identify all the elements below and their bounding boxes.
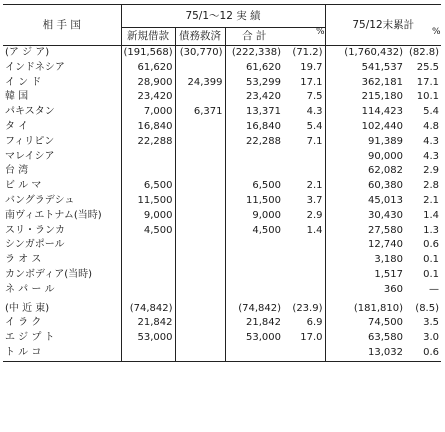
cell-debt-relief <box>175 253 225 268</box>
cell-total: 22,288 <box>225 135 283 150</box>
cell-cumulative-pct: 3.5 <box>423 317 440 329</box>
table-row <box>3 224 441 239</box>
cell-cumulative: (1,760,432) <box>325 46 405 61</box>
cell-cumulative-pct: 0.6 <box>405 346 441 361</box>
cell-new-loans: 16,840 <box>121 120 175 135</box>
cell-total <box>225 164 283 179</box>
cell-total: 61,620 <box>225 61 283 76</box>
cell-total <box>225 283 283 298</box>
table-row <box>3 105 441 120</box>
cell-debt-relief <box>175 209 225 224</box>
cell-cumulative-pct: 17.1 <box>416 76 440 88</box>
cell-total-pct <box>283 346 325 361</box>
cell-debt-relief <box>175 150 225 165</box>
cell-country: マレイシア <box>5 150 55 162</box>
cell-country: タ イ <box>5 120 29 132</box>
cell-cumulative-pct: 5.4 <box>423 106 440 118</box>
cell-cumulative-pct: 1.3 <box>423 224 440 236</box>
cell-total-pct: 4.3 <box>306 106 323 118</box>
cell-debt-relief <box>175 135 225 150</box>
table-row <box>3 283 441 298</box>
cell-country: 南ヴィエトナム(当時) <box>5 209 102 221</box>
cell-country: イ ン ド <box>5 76 42 88</box>
cell-cumulative: 3,180 <box>325 253 405 268</box>
cell-total: 11,500 <box>225 194 283 209</box>
cell-total: 16,840 <box>225 120 283 135</box>
cell-country: ビ ル マ <box>5 180 42 192</box>
cell-cumulative: 114,423 <box>325 105 405 120</box>
header-cumulative-label: 75/12末累計 <box>352 18 415 31</box>
cell-debt-relief <box>175 316 225 331</box>
table-row <box>3 120 441 135</box>
cell-country: シンガポール <box>5 239 65 251</box>
table-header <box>3 5 441 46</box>
table-row <box>3 179 441 194</box>
cell-total-pct: 17.1 <box>300 76 323 88</box>
cell-total-pct <box>283 238 325 253</box>
cell-total: 9,000 <box>225 209 283 224</box>
cell-total-pct: 3.7 <box>306 194 323 206</box>
cell-debt-relief <box>175 302 225 317</box>
cell-cumulative-pct: 4.3 <box>423 135 440 147</box>
cell-cumulative: 102,440 <box>325 120 405 135</box>
cell-country: カンボディア(当時) <box>5 268 93 280</box>
cell-cumulative-pct: 0.6 <box>423 239 440 251</box>
cell-cumulative: (181,810) <box>325 302 405 317</box>
cell-debt-relief <box>175 224 225 239</box>
cell-new-loans: 21,842 <box>121 316 175 331</box>
table-row <box>3 90 441 105</box>
cell-new-loans: (191,568) <box>121 46 175 61</box>
cell-total: (222,338) <box>225 46 283 61</box>
cell-country: スリ・ランカ <box>5 224 65 236</box>
cell-cumulative-pct: 4.8 <box>423 120 440 132</box>
header-total: 合 計 <box>225 28 283 46</box>
cell-cumulative-pct: 4.3 <box>423 150 440 162</box>
cell-new-loans: 23,420 <box>121 90 175 105</box>
cell-total-pct: 7.5 <box>306 91 323 103</box>
cell-new-loans <box>121 238 175 253</box>
cell-cumulative: 45,013 <box>325 194 405 209</box>
cell-total: 4,500 <box>225 224 283 239</box>
table-row <box>3 209 441 224</box>
cell-total-pct: 1.4 <box>306 224 323 236</box>
cell-new-loans: (74,842) <box>121 302 175 317</box>
cell-new-loans <box>121 268 175 283</box>
cell-country: パキスタン <box>5 106 55 118</box>
cell-country: フィリピン <box>5 135 55 147</box>
cell-cumulative-pct: 2.9 <box>423 165 440 177</box>
table-row <box>3 238 441 253</box>
table-row <box>3 164 441 179</box>
cell-total <box>225 238 283 253</box>
cell-debt-relief <box>175 90 225 105</box>
cell-total-pct: 5.4 <box>306 120 323 132</box>
cell-country: (中 近 東) <box>5 302 50 314</box>
cell-country: イ ラ ク <box>5 317 42 329</box>
cell-total-pct <box>283 253 325 268</box>
cell-total-pct: (71.2) <box>292 47 323 58</box>
cell-new-loans <box>121 164 175 179</box>
cell-new-loans: 53,000 <box>121 331 175 346</box>
cell-total: 13,371 <box>225 105 283 120</box>
table-row <box>3 268 441 283</box>
table-row <box>3 150 441 165</box>
cell-cumulative: 63,580 <box>325 331 405 346</box>
table-row <box>3 61 441 76</box>
loan-table <box>3 4 441 362</box>
cell-debt-relief: (30,770) <box>175 46 225 61</box>
cell-cumulative-pct: (82.8) <box>408 47 440 58</box>
header-country: 相 手 国 <box>3 5 121 46</box>
cell-country: ト ル コ <box>3 346 121 361</box>
cell-cumulative: 215,180 <box>325 90 405 105</box>
cell-total: 21,842 <box>225 316 283 331</box>
cell-total: (74,842) <box>225 302 283 317</box>
cell-debt-relief <box>175 164 225 179</box>
cell-country: バングラデシュ <box>5 194 75 206</box>
table-row <box>3 76 441 91</box>
cell-total-pct: 2.9 <box>306 209 323 221</box>
cell-cumulative-pct: (8.5) <box>415 302 440 314</box>
cell-new-loans: 22,288 <box>121 135 175 150</box>
cell-debt-relief <box>175 194 225 209</box>
cell-cumulative: 13,032 <box>325 346 405 361</box>
cell-country: 台 湾 <box>5 165 29 177</box>
pct-mark-period: % <box>316 27 325 37</box>
cell-country: エ ジ プ ト <box>5 332 55 344</box>
table-row <box>3 194 441 209</box>
cell-debt-relief <box>175 283 225 298</box>
cell-total-pct: 6.9 <box>306 317 323 329</box>
cell-cumulative: 74,500 <box>325 316 405 331</box>
cell-debt-relief <box>175 61 225 76</box>
cell-total: 23,420 <box>225 90 283 105</box>
cell-total <box>225 253 283 268</box>
cell-debt-relief <box>175 179 225 194</box>
cell-debt-relief <box>175 331 225 346</box>
cell-cumulative-pct: 1.4 <box>423 209 440 221</box>
cell-cumulative: 62,082 <box>325 164 405 179</box>
header-period: 75/1～12 実 績 <box>121 5 325 28</box>
cell-total-pct: (23.9) <box>292 302 323 314</box>
cell-total-pct <box>283 283 325 298</box>
table-row <box>3 46 441 61</box>
cell-total <box>225 346 283 361</box>
table-body <box>3 46 441 362</box>
cell-total-pct <box>283 150 325 165</box>
cell-debt-relief <box>175 268 225 283</box>
cell-cumulative: 541,537 <box>325 61 405 76</box>
cell-total <box>225 150 283 165</box>
cell-cumulative: 91,389 <box>325 135 405 150</box>
cell-debt-relief <box>175 120 225 135</box>
cell-country: 韓 国 <box>5 91 29 103</box>
cell-cumulative: 30,430 <box>325 209 405 224</box>
header-new-loans: 新規借款 <box>121 28 175 46</box>
cell-total-pct: 2.1 <box>306 180 323 192</box>
cell-total <box>225 268 283 283</box>
table-row <box>3 135 441 150</box>
cell-new-loans: 61,620 <box>121 61 175 76</box>
table-row <box>3 316 441 331</box>
cell-cumulative-pct: 0.1 <box>423 268 440 280</box>
cell-country: (ア ジ ア) <box>5 47 50 58</box>
cell-cumulative: 60,380 <box>325 179 405 194</box>
table-row <box>3 302 441 317</box>
table-row <box>3 346 441 361</box>
cell-cumulative: 12,740 <box>325 238 405 253</box>
cell-total: 53,000 <box>225 331 283 346</box>
cell-debt-relief <box>175 238 225 253</box>
table-row <box>3 253 441 268</box>
cell-cumulative-pct: 2.8 <box>423 180 440 192</box>
cell-new-loans: 28,900 <box>121 76 175 91</box>
cell-total-pct: 19.7 <box>300 61 323 73</box>
cell-cumulative: 1,517 <box>325 268 405 283</box>
cell-cumulative: 362,181 <box>325 76 405 91</box>
cell-debt-relief: 6,371 <box>175 105 225 120</box>
cell-country: ネ パ ー ル <box>5 283 55 295</box>
cell-country: ラ オ ス <box>5 254 42 266</box>
cell-total-pct: 7.1 <box>306 135 323 147</box>
cell-new-loans: 7,000 <box>121 105 175 120</box>
cell-new-loans <box>121 283 175 298</box>
table-row <box>3 331 441 346</box>
cell-cumulative-pct: 3.0 <box>423 332 440 344</box>
cell-cumulative-pct: — <box>429 283 440 295</box>
cell-total-pct <box>283 268 325 283</box>
cell-new-loans: 9,000 <box>121 209 175 224</box>
cell-new-loans: 6,500 <box>121 179 175 194</box>
cell-total: 53,299 <box>225 76 283 91</box>
cell-cumulative-pct: 10.1 <box>416 91 440 103</box>
cell-cumulative: 90,000 <box>325 150 405 165</box>
cell-cumulative-pct: 25.5 <box>416 61 440 73</box>
cell-cumulative-pct: 2.1 <box>423 194 440 206</box>
cell-new-loans <box>121 253 175 268</box>
cell-total-pct <box>283 164 325 179</box>
cell-total: 6,500 <box>225 179 283 194</box>
header-cumulative <box>325 5 441 46</box>
cell-cumulative: 360 <box>325 283 405 298</box>
pct-mark-cumulative: % <box>432 27 441 37</box>
cell-cumulative-pct: 0.1 <box>423 254 440 266</box>
cell-total-pct: 17.0 <box>300 332 323 344</box>
cell-new-loans: 4,500 <box>121 224 175 239</box>
cell-cumulative: 27,580 <box>325 224 405 239</box>
cell-new-loans <box>121 150 175 165</box>
cell-debt-relief: 24,399 <box>175 76 225 91</box>
cell-country: インドネシア <box>5 61 65 73</box>
cell-debt-relief <box>175 346 225 361</box>
cell-new-loans <box>121 346 175 361</box>
cell-new-loans: 11,500 <box>121 194 175 209</box>
header-debt-relief: 債務救済 <box>175 28 225 46</box>
